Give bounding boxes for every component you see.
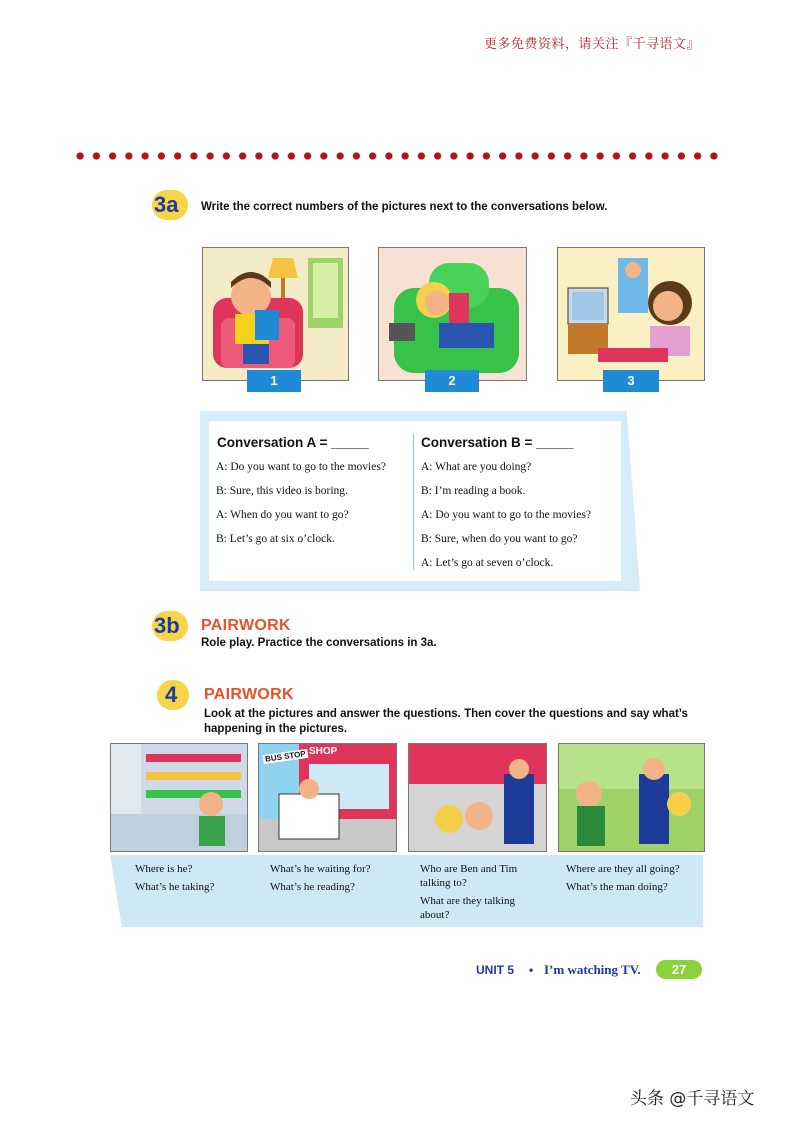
badge-3a-label: 3a	[154, 192, 179, 217]
picture-3-number: 3	[603, 370, 659, 392]
girl-tv-illustration	[558, 248, 704, 380]
picture-4-2-bus-stop	[258, 743, 397, 852]
conversation-b-lines	[421, 455, 591, 575]
instruction-3a: Write the correct numbers of the pictures next to the conversations below.	[201, 201, 608, 213]
bus-stop-sign: BUS STOP	[264, 749, 307, 764]
question: What’s he reading?	[270, 881, 355, 893]
question: Who are Ben and Tim talking to?	[420, 863, 518, 889]
pairwork-heading-3b: PAIRWORK	[201, 617, 291, 634]
question: Where is he?	[135, 863, 193, 875]
instruction-3b: Role play. Practice the conversations in 3a.	[201, 637, 437, 649]
conversation-a-line: B: Sure, this video is boring.	[216, 485, 348, 497]
shop-illustration	[111, 744, 247, 851]
picture-2-girl-reading	[378, 247, 527, 381]
conversation-b-line: A: Let’s go at seven o’clock.	[421, 557, 554, 569]
picture-1-number: 1	[247, 370, 301, 392]
footer-title: I’m watching TV.	[544, 962, 641, 977]
question: What’s he waiting for?	[270, 863, 371, 875]
picture-4-4-park	[558, 743, 705, 852]
boy-reading-illustration	[203, 248, 348, 380]
watermark: 头条 @千寻语文	[630, 1089, 755, 1109]
picture-4-1-shop	[110, 743, 248, 852]
conversation-a-lines	[216, 455, 386, 551]
police-illustration	[409, 744, 546, 851]
question-group-3	[420, 862, 545, 922]
conversation-b-line: B: I’m reading a book.	[421, 485, 526, 497]
picture-3-girl-watching-tv	[557, 247, 705, 381]
conversation-b-line: A: Do you want to go to the movies?	[421, 509, 591, 521]
instruction-4: Look at the pictures and answer the questions. Then cover the questions and say what’s happening in the pictures.	[204, 708, 688, 735]
question: What’s the man doing?	[566, 881, 668, 893]
promo-text: 更多免费资料，请关注『千寻语文』	[484, 37, 701, 52]
footer-bullet: •	[529, 963, 534, 977]
footer-unit: UNIT 5	[476, 963, 515, 977]
question-group-1	[135, 862, 255, 894]
dotted-divider	[72, 150, 722, 162]
conversation-a-line: A: When do you want to go?	[216, 509, 349, 521]
conversation-divider	[413, 434, 414, 570]
girl-reading-illustration	[379, 248, 526, 380]
question: What are they talking about?	[420, 895, 515, 921]
question: Where are they all going?	[566, 863, 680, 875]
badge-4-label: 4	[165, 682, 178, 707]
picture-4-3-police	[408, 743, 547, 852]
conversation-a-line: B: Let’s go at six o’clock.	[216, 533, 335, 545]
conversation-b-line: A: What are you doing?	[421, 461, 532, 473]
conversation-a-title: Conversation A = _____	[217, 435, 369, 450]
picture-1-boy-reading	[202, 247, 349, 381]
question-group-4	[566, 862, 701, 894]
question: What’s he taking?	[135, 881, 215, 893]
conversation-b-title: Conversation B = _____	[421, 435, 574, 450]
conversation-b-line: B: Sure, when do you want to go?	[421, 533, 578, 545]
shop-sign: SHOP	[309, 746, 338, 757]
badge-3b-label: 3b	[154, 613, 180, 638]
conversation-a-line: A: Do you want to go to the movies?	[216, 461, 386, 473]
picture-2-number: 2	[425, 370, 479, 392]
park-illustration	[559, 744, 704, 851]
page-number: 27	[656, 960, 702, 979]
pairwork-heading-4: PAIRWORK	[204, 686, 294, 703]
question-group-2	[270, 862, 400, 894]
